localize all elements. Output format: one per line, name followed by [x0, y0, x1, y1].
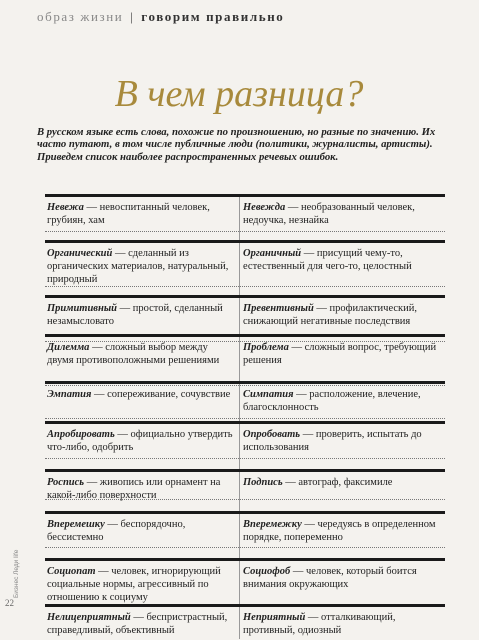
- left-definition: [47, 248, 237, 286]
- term-word: Нелицеприятный: [47, 612, 131, 623]
- left-definition: [47, 342, 237, 368]
- term-word: Вперемежку: [243, 519, 302, 530]
- term-word: Органический: [47, 248, 113, 259]
- article-title: [94, 58, 384, 130]
- term-meaning: — сделанный из органических материалов, натуральный, природный: [47, 248, 229, 285]
- term-word: Эмпатия: [47, 389, 92, 400]
- row-dotted-divider: [45, 458, 445, 459]
- term-word: Социопат: [47, 566, 96, 577]
- term-word: Апробировать: [47, 429, 115, 440]
- term-meaning: — человек, который боится внимания окружающих: [243, 566, 417, 590]
- left-definition: [47, 389, 237, 402]
- term-word: Невежа: [47, 202, 84, 213]
- row-divider: [45, 194, 445, 197]
- column-divider: [239, 472, 240, 511]
- term-meaning: — присущий чему-то, естественный для чего-то, целостный: [243, 248, 412, 272]
- right-definition: [243, 429, 443, 455]
- page-number: 22: [5, 598, 14, 608]
- left-definition: [47, 429, 237, 455]
- term-word: Подпись: [243, 477, 283, 488]
- header-separator: |: [130, 9, 135, 24]
- table-row: [45, 334, 445, 381]
- right-definition: [243, 519, 443, 545]
- right-definition: [243, 389, 443, 415]
- column-divider: [239, 514, 240, 558]
- term-word: Дилемма: [47, 342, 90, 353]
- row-divider: [45, 604, 445, 607]
- row-divider: [45, 334, 445, 337]
- table-row: [45, 194, 445, 240]
- table-row: [45, 295, 445, 334]
- row-dotted-divider: [45, 231, 445, 232]
- row-dotted-divider: [45, 418, 445, 419]
- right-definition: [243, 477, 443, 490]
- section-name: образ жизни: [37, 9, 124, 24]
- column-divider: [239, 561, 240, 604]
- column-divider: [239, 607, 240, 639]
- left-definition: [47, 477, 237, 503]
- term-meaning: — чередуясь в определенном порядке, попеременно: [243, 519, 436, 543]
- term-word: Опробовать: [243, 429, 301, 440]
- column-divider: [239, 337, 240, 381]
- term-word: Неприятный: [243, 612, 306, 623]
- table-row: [45, 381, 445, 421]
- table-row: [45, 511, 445, 558]
- row-divider: [45, 558, 445, 561]
- right-definition: [243, 303, 443, 329]
- column-divider: [239, 243, 240, 295]
- term-meaning: — беспорядочно, бессистемно: [47, 519, 186, 543]
- left-definition: [47, 566, 237, 604]
- term-meaning: — отталкивающий, противный, одиозный: [243, 612, 396, 636]
- section-topic: говорим правильно: [141, 9, 285, 24]
- row-divider: [45, 381, 445, 384]
- term-word: Невежда: [243, 202, 286, 213]
- comparison-table: [45, 194, 445, 639]
- column-divider: [239, 298, 240, 334]
- table-row: [45, 240, 445, 295]
- left-definition: [47, 519, 237, 545]
- column-divider: [239, 424, 240, 469]
- term-meaning: — проверить, испытать до использования: [243, 429, 422, 453]
- section-header: [37, 9, 284, 25]
- term-word: Роспись: [47, 477, 85, 488]
- right-definition: [243, 248, 443, 274]
- term-word: Вперемешку: [47, 519, 105, 530]
- svg-text:В чем разница?: В чем разница?: [114, 73, 364, 115]
- right-definition: [243, 566, 443, 592]
- term-meaning: — простой, сделанный незамысловато: [47, 303, 223, 327]
- table-row: [45, 558, 445, 604]
- term-word: Проблема: [243, 342, 289, 353]
- left-definition: [47, 612, 237, 638]
- term-meaning: — сложный вопрос, требующий решения: [243, 342, 437, 366]
- table-row: [45, 604, 445, 639]
- table-row: [45, 421, 445, 469]
- row-divider: [45, 511, 445, 514]
- term-meaning: — живопись или орнамент на какой-либо поверхности: [47, 477, 221, 501]
- row-divider: [45, 421, 445, 424]
- column-divider: [239, 384, 240, 421]
- term-meaning: — сложный выбор между двумя противоположными решениями: [47, 342, 220, 366]
- term-meaning: — официально утвердить что-либо, одобрить: [47, 429, 233, 453]
- left-definition: [47, 202, 237, 228]
- row-divider: [45, 469, 445, 472]
- term-meaning: — расположение, влечение, благосклонность: [243, 389, 421, 413]
- table-row: [45, 469, 445, 511]
- term-word: Социофоб: [243, 566, 291, 577]
- right-definition: [243, 342, 443, 368]
- term-meaning: — беспристрастный, справедливый, объективный: [47, 612, 228, 636]
- right-definition: [243, 612, 443, 638]
- magazine-name: Бизнес Леди life: [13, 549, 20, 598]
- term-meaning: — профилактический, снижающий негативные последствия: [243, 303, 417, 327]
- intro-paragraph: В русском языке есть слова, похожие по произношению, но разные по значению. Их часто путают, в том числе публичные люди (политики, журналисты, артисты). Приведем список наиболее распространенных речевых ошибок.: [37, 126, 436, 163]
- term-meaning: — сопереживание, сочувствие: [91, 389, 231, 400]
- term-meaning: — невоспитанный человек, грубиян, хам: [47, 202, 210, 226]
- row-divider: [45, 295, 445, 298]
- term-word: Органичный: [243, 248, 302, 259]
- term-meaning: — автограф, факсимиле: [282, 477, 393, 488]
- row-dotted-divider: [45, 547, 445, 548]
- term-word: Примитивный: [47, 303, 117, 314]
- left-definition: [47, 303, 237, 329]
- term-meaning: — необразованный человек, недоучка, незнайка: [243, 202, 415, 226]
- column-divider: [239, 197, 240, 240]
- term-word: Симпатия: [243, 389, 294, 400]
- right-definition: [243, 202, 443, 228]
- row-divider: [45, 240, 445, 243]
- term-meaning: — человек, игнорирующий социальные нормы, агрессивный по отношению к социуму: [47, 566, 221, 603]
- term-word: Превентивный: [243, 303, 314, 314]
